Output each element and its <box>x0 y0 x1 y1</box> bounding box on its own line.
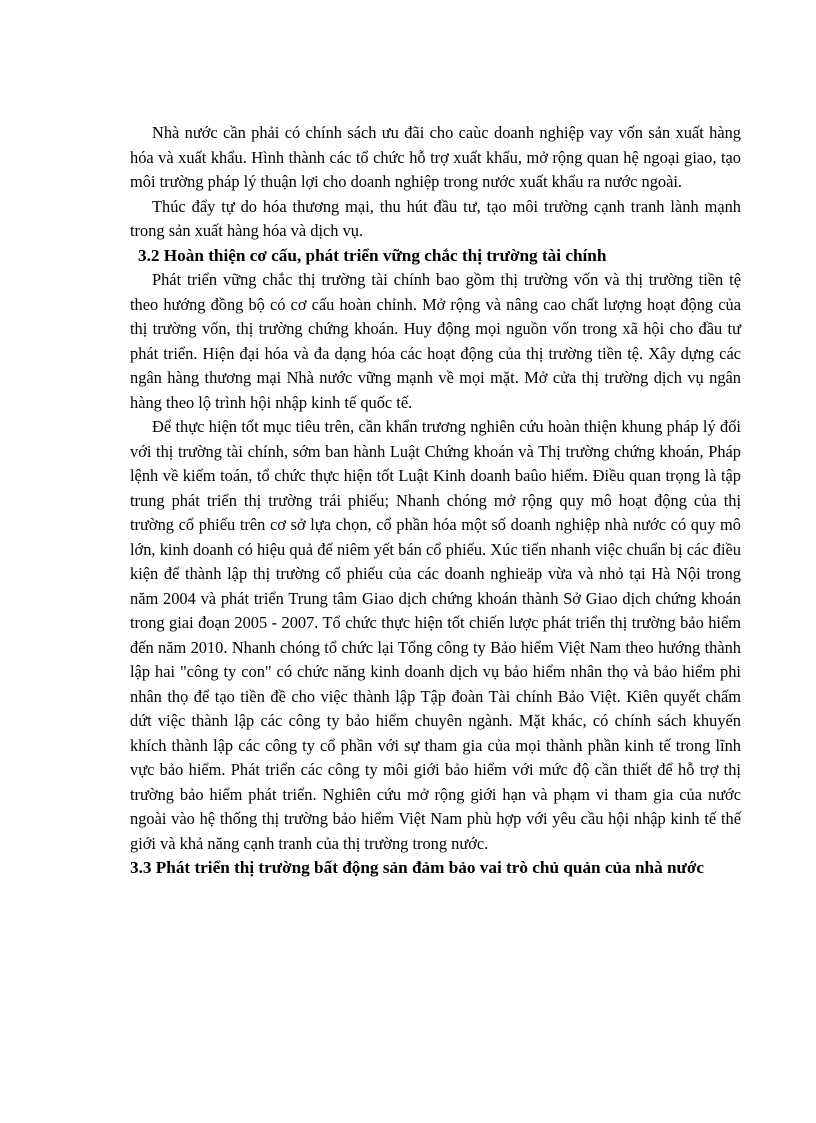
document-page <box>130 121 741 881</box>
section-heading-3-3: 3.3 Phát triển thị trường bất động sản đảm bảo vai trò chủ quản của nhà nước <box>130 858 704 877</box>
section-heading-3-2: 3.2 Hoàn thiện cơ cấu, phát triển vững chắc thị trường tài chính <box>138 245 607 265</box>
paragraph-financial-market: Phát triển vững chắc thị trường tài chính bao gồm thị trường vốn và thị trường tiền tệ theo hướng đồng bộ có cơ cấu hoàn chỉnh. Mở rộng và nâng cao chất lượng hoạt động của thị trường vốn, thị trường chứng khoán. Huy động mọi nguồn vốn trong xã hội cho đầu tư phát triển. Hiện đại hóa và đa dạng hóa các hoạt động của thị trường tiền tệ. Xây dựng các ngân hàng thương mại Nhà nước vững mạnh về mọi mặt. Mở cửa thị trường dịch vụ ngân hàng theo lộ trình hội nhập kinh tế quốc tế. <box>130 270 741 412</box>
paragraph-trade-liberalization: Thúc đẩy tự do hóa thương mại, thu hút đầu tư, tạo môi trường cạnh tranh lành mạnh trong sản xuất hàng hóa và dịch vụ. <box>130 196 741 240</box>
paragraph-legal-framework: Để thực hiện tốt mục tiêu trên, cần khẩn trương nghiên cứu hoàn thiện khung pháp lý đối với thị trường tài chính, sớm ban hành Luật Chứng khoán và Thị trường chứng khoán, Pháp lệnh về kiểm toán, tổ chức thực hiện tốt Luật Kinh doanh baûo hiểm. Điều quan trọng là tập trung phát triển thị trường trái phiếu; Nhanh chóng mở rộng quy mô hoạt động của thị trường cổ phiếu trên cơ sở lựa chọn, cổ phần hóa một số doanh nghiệp nhà nước có quy mô lớn, kinh doanh có hiệu quả để niêm yết bán cổ phiếu. Xúc tiến nhanh việc chuẩn bị các điều kiện để thành lập thị trường cổ phiếu của các doanh nghieäp vừa và nhỏ tại Hà Nội trong năm 2004 và phát triển Trung tâm Giao dịch chứng khoán thành Sở Giao dịch chứng khoán trong giai đoạn 2005 - 2007. Tổ chức thực hiện tốt chiến lược phát triển thị trường bảo hiểm đến năm 2010. Nhanh chóng tổ chức lại Tổng công ty Bảo hiểm Việt Nam theo hướng thành lập hai "công ty con" có chức năng kinh doanh dịch vụ bảo hiểm nhân thọ và bảo hiểm phi nhân thọ để tạo tiền đề cho việc thành lập Tập đoàn Tài chính Bảo Việt. Kiên quyết chấm dứt việc thành lập các công ty bảo hiểm chuyên ngành. Mặt khác, có chính sách khuyến khích thành lập các công ty cổ phần với sự tham gia của mọi thành phần kinh tế trong lĩnh vực bảo hiểm. Phát triển các công ty môi giới bảo hiểm với mức độ cần thiết để hỗ trợ thị trường bảo hiểm phát triển. Nghiên cứu mở rộng giới hạn và phạm vi tham gia của nước ngoài vào hệ thống thị trường bảo hiểm Việt Nam phù hợp với yêu cầu hội nhập kinh tế thế giới và khả năng cạnh tranh của thị trường trong nước. <box>130 417 741 853</box>
paragraph-export-policy: Nhà nước cần phải có chính sách ưu đãi cho caùc doanh nghiệp vay vốn sản xuất hàng hóa và xuất khẩu. Hình thành các tổ chức hỗ trợ xuất khẩu, mở rộng quan hệ ngoại giao, tạo môi trường pháp lý thuận lợi cho doanh nghiệp trong nước xuất khẩu ra nước ngoài. <box>130 123 741 191</box>
